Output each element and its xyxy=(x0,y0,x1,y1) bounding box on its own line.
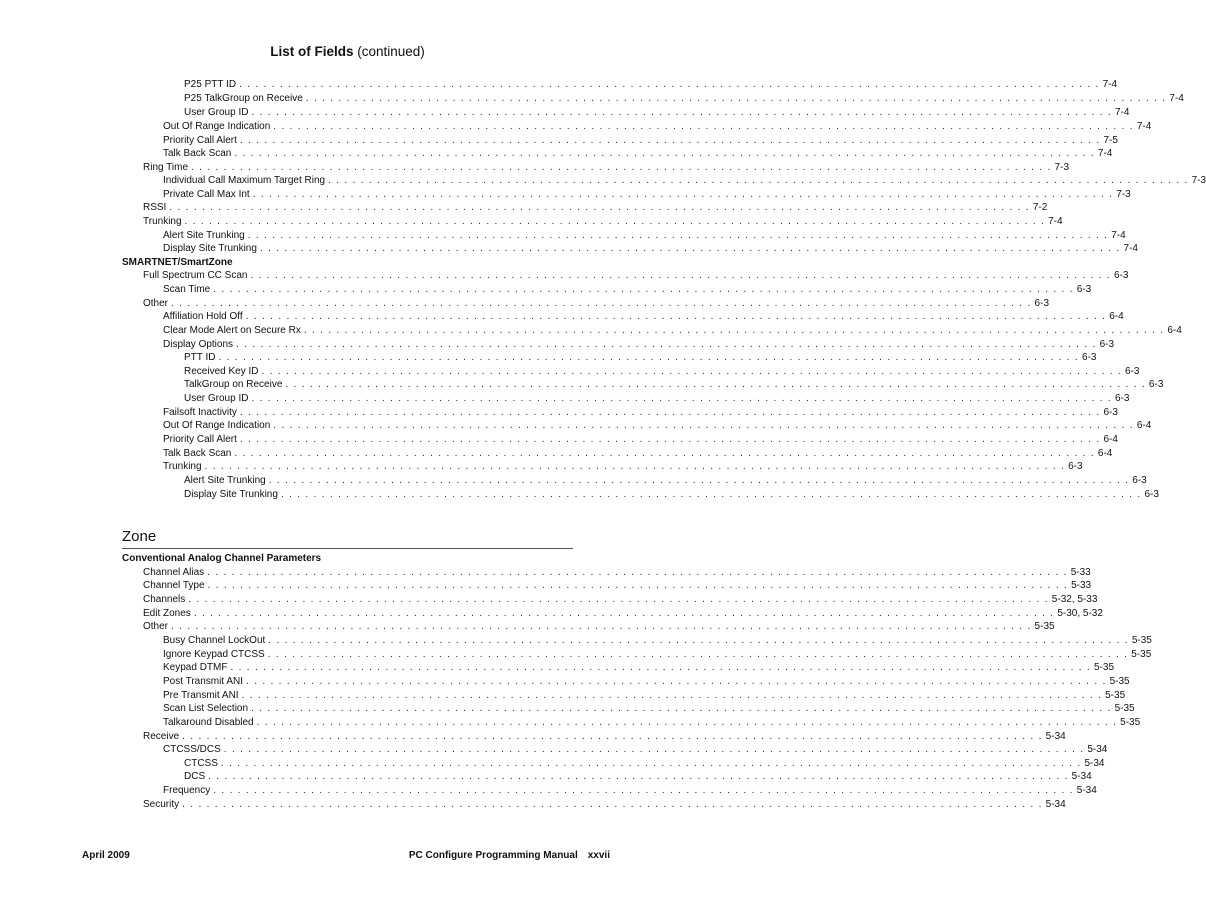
dot-leader: . . . . . . . . . . . . . . . . . . . . . . . . . . . . . . . . . . . . . . . . . . . . . . . . . . . . . . . . . . . . . . . . . . . . . . . . . . . . . . . . . . . . . . . . . . . . . . . . . . . . . . . . . . xyxy=(234,148,1095,159)
entry-page: 7-3 xyxy=(1054,162,1069,173)
entry-page: 5-34 xyxy=(1076,785,1097,796)
dot-leader: . . . . . . . . . . . . . . . . . . . . . . . . . . . . . . . . . . . . . . . . . . . . . . . . . . . . . . . . . . . . . . . . . . . . . . . . . . . . . . . . . . . . . . . . . . . . . . . . . . . . . . . . . . xyxy=(256,717,1118,728)
entry-page: 6-3 xyxy=(1144,489,1159,500)
entry-label: Channels xyxy=(143,594,186,605)
dot-leader: . . . . . . . . . . . . . . . . . . . . . . . . . . . . . . . . . . . . . . . . . . . . . . . . . . . . . . . . . . . . . . . . . . . . . . . . . . . . . . . . . . . . . . . . . . . . . . . . . . . . . . . . . . xyxy=(230,662,1091,673)
index-entry xyxy=(163,310,1124,323)
entry-label: Affiliation Hold Off xyxy=(163,311,243,322)
dot-leader: . . . . . . . . . . . . . . . . . . . . . . . . . . . . . . . . . . . . . . . . . . . . . . . . . . . . . . . . . . . . . . . . . . . . . . . . . . . . . . . . . . . . . . . . . . . . . . . . . . . . . . . . . . xyxy=(251,703,1112,714)
entry-label: Full Spectrum CC Scan xyxy=(143,270,248,281)
index-entry xyxy=(163,147,1113,160)
entry-page: 6-3 xyxy=(1034,298,1049,309)
entry-label: Other xyxy=(143,621,169,632)
index-entry xyxy=(163,324,1182,337)
index-entry xyxy=(163,188,1131,201)
entry-label: Security xyxy=(143,799,180,810)
dot-leader: . . . . . . . . . . . . . . . . . . . . . . . . . . . . . . . . . . . . . . . . . . . . . . . . . . . . . . . . . . . . . . . . . . . . . . . . . . . . . . . . . . . . . . . . . . . . . . . . . . . . . . . . . . xyxy=(236,339,1097,350)
entry-page: 6-3 xyxy=(1115,393,1130,404)
entry-page: 6-3 xyxy=(1082,352,1097,363)
dot-leader: . . . . . . . . . . . . . . . . . . . . . . . . . . . . . . . . . . . . . . . . . . . . . . . . . . . . . . . . . . . . . . . . . . . . . . . . . . . . . . . . . . . . . . . . . . . . . . . . . . . . . . . . . . xyxy=(245,311,1107,322)
entry-page: 7-4 xyxy=(1048,216,1063,227)
entry-label: Busy Channel LockOut xyxy=(163,635,266,646)
entry-label: Trunking xyxy=(163,461,202,472)
entry-label: Display Site Trunking xyxy=(163,243,257,254)
index-entry xyxy=(163,675,1130,688)
entry-label: Priority Call Alert xyxy=(163,135,237,146)
entry-page: 7-4 xyxy=(1115,107,1130,118)
entry-label: Pre Transmit ANI xyxy=(163,690,239,701)
dot-leader: . . . . . . . . . . . . . . . . . . . . . . . . . . . . . . . . . . . . . . . . . . . . . . . . . . . . . . . . . . . . . . . . . . . . . . . . . . . . . . . . . . . . . . . . . . . . . . . . . . . . . . . . . . xyxy=(234,448,1095,459)
index-entry xyxy=(184,488,1159,501)
index-entry xyxy=(143,215,1063,228)
dot-leader: . . . . . . . . . . . . . . . . . . . . . . . . . . . . . . . . . . . . . . . . . . . . . . . . . . . . . . . . . . . . . . . . . . . . . . . . . . . . . . . . . . . . . . . . . . . . . . . . . . . . . . . . . . xyxy=(250,270,1112,281)
entry-page: 7-4 xyxy=(1169,93,1184,104)
entry-page: 7-5 xyxy=(1103,135,1118,146)
entry-label: P25 PTT ID xyxy=(184,79,237,90)
index-entry xyxy=(143,161,1069,174)
dot-leader: . . . . . . . . . . . . . . . . . . . . . . . . . . . . . . . . . . . . . . . . . . . . . . . . . . . . . . . . . . . . . . . . . . . . . . . . . . . . . . . . . . . . . . . . . . . . . . . . . . . . . . . . . . xyxy=(208,771,1069,782)
index-entry xyxy=(163,120,1152,133)
entry-page: 7-3 xyxy=(1191,175,1206,186)
entry-page: 5-34 xyxy=(1045,799,1066,810)
entry-page: 7-4 xyxy=(1136,121,1152,132)
smartnet-heading: SMARTNET/SmartZone xyxy=(122,257,233,268)
entry-page: 6-4 xyxy=(1109,311,1124,322)
entry-label: Talk Back Scan xyxy=(163,448,232,459)
index-entry xyxy=(184,106,1130,119)
zone-divider xyxy=(122,548,573,549)
index-entry xyxy=(184,92,1184,105)
entry-label: Failsoft Inactivity xyxy=(163,407,237,418)
index-entry xyxy=(184,365,1140,378)
entry-page: 7-4 xyxy=(1102,79,1118,90)
dot-leader: . . . . . . . . . . . . . . . . . . . . . . . . . . . . . . . . . . . . . . . . . . . . . . . . . . . . . . . . . . . . . . . . . . . . . . . . . . . . . . . . . . . . . . . . . . . . . . . . . . . . . . . . . . xyxy=(171,298,1032,309)
page-title xyxy=(0,44,695,59)
entry-page: 7-3 xyxy=(1116,189,1131,200)
entry-label: PTT ID xyxy=(184,352,216,363)
entry-label: Display Options xyxy=(163,339,234,350)
index-entry xyxy=(143,798,1066,811)
entry-page: 5-35 xyxy=(1131,635,1152,646)
dot-leader: . . . . . . . . . . . . . . . . . . . . . . . . . . . . . . . . . . . . . . . . . . . . . . . . . . . . . . . . . . . . . . . . . . . . . . . . . . . . . . . . . . . . . . . . . . . . . . . . . . . . . . . . . . xyxy=(251,393,1112,404)
dot-leader: . . . . . . . . . . . . . . . . . . . . . . . . . . . . . . . . . . . . . . . . . . . . . . . . . . . . . . . . . . . . . . . . . . . . . . . . . . . . . . . . . . . . . . . . . . . . . . . . . . . . . . . . . . xyxy=(241,690,1103,701)
entry-label: Talkaround Disabled xyxy=(163,717,254,728)
page-title-text: List of Fields xyxy=(270,44,354,59)
dot-leader: . . . . . . . . . . . . . . . . . . . . . . . . . . . . . . . . . . . . . . . . . . . . . . . . . . . . . . . . . . . . . . . . . . . . . . . . . . . . . . . . . . . . . . . . . . . . . . . . . . . . . . . . . . xyxy=(184,216,1046,227)
entry-page: 5-34 xyxy=(1071,771,1092,782)
index-entry xyxy=(163,174,1206,187)
entry-page: 5-35 xyxy=(1131,649,1152,660)
index-entry xyxy=(143,730,1066,743)
index-entry xyxy=(163,648,1152,661)
entry-page: 5-35 xyxy=(1109,676,1130,687)
dot-leader: . . . . . . . . . . . . . . . . . . . . . . . . . . . . . . . . . . . . . . . . . . . . . . . . . . . . . . . . . . . . . . . . . . . . . . . . . . . . . . . . . . . . . . . . . . . . . . . . . . . . . . . . . . xyxy=(220,758,1082,769)
entry-page: 5-35 xyxy=(1114,703,1135,714)
index-entry xyxy=(163,406,1118,419)
dot-leader: . . . . . . . . . . . . . . . . . . . . . . . . . . . . . . . . . . . . . . . . . . . . . . . . . . . . . . . . . . . . . . . . . . . . . . . . . . . . . . . . . . . . . . . . . . . . . . . . . . . . . . . . . . xyxy=(213,284,1074,295)
dot-leader: . . . . . . . . . . . . . . . . . . . . . . . . . . . . . . . . . . . . . . . . . . . . . . . . . . . . . . . . . . . . . . . . . . . . . . . . . . . . . . . . . . . . . . . . . . . . . . . . . . . . . . . . . . xyxy=(171,621,1032,632)
dot-leader: . . . . . . . . . . . . . . . . . . . . . . . . . . . . . . . . . . . . . . . . . . . . . . . . . . . . . . . . . . . . . . . . . . . . . . . . . . . . . . . . . . . . . . . . . . . . . . . . . . . . . . . . . . xyxy=(188,594,1049,605)
entry-label: Scan List Selection xyxy=(163,703,249,714)
index-entry xyxy=(163,689,1126,702)
entry-label: Channel Type xyxy=(143,580,205,591)
index-entry xyxy=(163,743,1108,756)
dot-leader: . . . . . . . . . . . . . . . . . . . . . . . . . . . . . . . . . . . . . . . . . . . . . . . . . . . . . . . . . . . . . . . . . . . . . . . . . . . . . . . . . . . . . . . . . . . . . . . . . . . . . . . . . . xyxy=(213,785,1074,796)
index-entry xyxy=(184,474,1147,487)
index-entry xyxy=(163,433,1118,446)
dot-leader: . . . . . . . . . . . . . . . . . . . . . . . . . . . . . . . . . . . . . . . . . . . . . . . . . . . . . . . . . . . . . . . . . . . . . . . . . . . . . . . . . . . . . . . . . . . . . . . . . . . . . . . . . . xyxy=(268,635,1129,646)
entry-page: 6-4 xyxy=(1097,448,1113,459)
dot-leader: . . . . . . . . . . . . . . . . . . . . . . . . . . . . . . . . . . . . . . . . . . . . . . . . . . . . . . . . . . . . . . . . . . . . . . . . . . . . . . . . . . . . . . . . . . . . . . . . . . . . . . . . . . xyxy=(268,475,1130,486)
index-entry xyxy=(143,566,1091,579)
entry-page: 5-34 xyxy=(1045,731,1066,742)
dot-leader: . . . . . . . . . . . . . . . . . . . . . . . . . . . . . . . . . . . . . . . . . . . . . . . . . . . . . . . . . . . . . . . . . . . . . . . . . . . . . . . . . . . . . . . . . . . . . . . . . . . . . . . . . . xyxy=(252,189,1114,200)
entry-page: 6-3 xyxy=(1132,475,1147,486)
entry-label: Trunking xyxy=(143,216,182,227)
entry-label: P25 TalkGroup on Receive xyxy=(184,93,303,104)
entry-label: Post Transmit ANI xyxy=(163,676,244,687)
entry-label: Ignore Keypad CTCSS xyxy=(163,649,265,660)
index-entry xyxy=(163,229,1126,242)
index-entry xyxy=(163,702,1135,715)
entry-label: Ring Time xyxy=(143,162,189,173)
entry-label: Out Of Range Indication xyxy=(163,420,271,431)
entry-label: Received Key ID xyxy=(184,366,259,377)
dot-leader: . . . . . . . . . . . . . . . . . . . . . . . . . . . . . . . . . . . . . . . . . . . . . . . . . . . . . . . . . . . . . . . . . . . . . . . . . . . . . . . . . . . . . . . . . . . . . . . . . . . . . . . . . . xyxy=(280,489,1142,500)
entry-page: 6-4 xyxy=(1103,434,1118,445)
entry-label: Edit Zones xyxy=(143,608,191,619)
index-entry xyxy=(184,378,1164,391)
index-entry xyxy=(184,351,1097,364)
entry-page: 7-4 xyxy=(1111,230,1126,241)
entry-page: 6-3 xyxy=(1068,461,1083,472)
index-entry xyxy=(143,269,1129,282)
entry-label: CTCSS xyxy=(184,758,218,769)
footer-manual-title: PC Configure Programming Manual xyxy=(408,850,578,861)
index-entry xyxy=(163,242,1138,255)
entry-page: 6-3 xyxy=(1148,379,1164,390)
entry-page: 6-3 xyxy=(1125,366,1140,377)
dot-leader: . . . . . . . . . . . . . . . . . . . . . . . . . . . . . . . . . . . . . . . . . . . . . . . . . . . . . . . . . . . . . . . . . . . . . . . . . . . . . . . . . . . . . . . . . . . . . . . . . . . . . . . . . . xyxy=(207,580,1069,591)
index-entry xyxy=(163,283,1092,296)
index-entry xyxy=(143,607,1103,620)
zone-subheading: Conventional Analog Channel Parameters xyxy=(122,553,322,564)
entry-page: 6-3 xyxy=(1103,407,1118,418)
dot-leader: . . . . . . . . . . . . . . . . . . . . . . . . . . . . . . . . . . . . . . . . . . . . . . . . . . . . . . . . . . . . . . . . . . . . . . . . . . . . . . . . . . . . . . . . . . . . . . . . . . . . . . . . . . xyxy=(246,676,1107,687)
entry-page: 5-30, 5-32 xyxy=(1057,608,1103,619)
entry-label: Alert Site Trunking xyxy=(163,230,245,241)
entry-label: Channel Alias xyxy=(143,567,205,578)
entry-page: 5-35 xyxy=(1120,717,1141,728)
entry-label: User Group ID xyxy=(184,393,249,404)
entry-page: 5-35 xyxy=(1034,621,1055,632)
dot-leader: . . . . . . . . . . . . . . . . . . . . . . . . . . . . . . . . . . . . . . . . . . . . . . . . . . . . . . . . . . . . . . . . . . . . . . . . . . . . . . . . . . . . . . . . . . . . . . . . . . . . . . . . . . xyxy=(218,352,1080,363)
entry-page: 5-34 xyxy=(1087,744,1108,755)
dot-leader: . . . . . . . . . . . . . . . . . . . . . . . . . . . . . . . . . . . . . . . . . . . . . . . . . . . . . . . . . . . . . . . . . . . . . . . . . . . . . . . . . . . . . . . . . . . . . . . . . . . . . . . . . . xyxy=(251,107,1112,118)
entry-page: 5-34 xyxy=(1084,758,1105,769)
footer-date: April 2009 xyxy=(82,850,130,861)
entry-page: 5-35 xyxy=(1105,690,1126,701)
entry-label: CTCSS/DCS xyxy=(163,744,221,755)
dot-leader: . . . . . . . . . . . . . . . . . . . . . . . . . . . . . . . . . . . . . . . . . . . . . . . . . . . . . . . . . . . . . . . . . . . . . . . . . . . . . . . . . . . . . . . . . . . . . . . . . . . . . . . . . . xyxy=(239,135,1101,146)
entry-page: 6-3 xyxy=(1076,284,1092,295)
entry-page: 7-4 xyxy=(1123,243,1138,254)
entry-page: 7-2 xyxy=(1032,202,1048,213)
dot-leader: . . . . . . . . . . . . . . . . . . . . . . . . . . . . . . . . . . . . . . . . . . . . . . . . . . . . . . . . . . . . . . . . . . . . . . . . . . . . . . . . . . . . . . . . . . . . . . . . . . . . . . . . . . xyxy=(239,407,1101,418)
entry-page: 6-3 xyxy=(1099,339,1115,350)
index-entry xyxy=(184,770,1092,783)
dot-leader: . . . . . . . . . . . . . . . . . . . . . . . . . . . . . . . . . . . . . . . . . . . . . . . . . . . . . . . . . . . . . . . . . . . . . . . . . . . . . . . . . . . . . . . . . . . . . . . . . . . . . . . . . . xyxy=(191,162,1052,173)
index-entry xyxy=(163,338,1115,351)
entry-label: Frequency xyxy=(163,785,211,796)
dot-leader: . . . . . . . . . . . . . . . . . . . . . . . . . . . . . . . . . . . . . . . . . . . . . . . . . . . . . . . . . . . . . . . . . . . . . . . . . . . . . . . . . . . . . . . . . . . . . . . . . . . . . . . . . . xyxy=(273,420,1134,431)
dot-leader: . . . . . . . . . . . . . . . . . . . . . . . . . . . . . . . . . . . . . . . . . . . . . . . . . . . . . . . . . . . . . . . . . . . . . . . . . . . . . . . . . . . . . . . . . . . . . . . . . . . . . . . . . . xyxy=(239,79,1100,90)
index-entry xyxy=(163,784,1097,797)
entry-page: 6-4 xyxy=(1167,325,1182,336)
dot-leader: . . . . . . . . . . . . . . . . . . . . . . . . . . . . . . . . . . . . . . . . . . . . . . . . . . . . . . . . . . . . . . . . . . . . . . . . . . . . . . . . . . . . . . . . . . . . . . . . . . . . . . . . . . xyxy=(285,379,1146,390)
entry-page: 7-4 xyxy=(1097,148,1113,159)
entry-label: DCS xyxy=(184,771,206,782)
index-entry xyxy=(143,297,1049,310)
entry-label: Receive xyxy=(143,731,180,742)
entry-label: Clear Mode Alert on Secure Rx xyxy=(163,325,301,336)
entry-label: Alert Site Trunking xyxy=(184,475,266,486)
entry-label: Keypad DTMF xyxy=(163,662,228,673)
index-entry xyxy=(163,716,1141,729)
entry-label: Display Site Trunking xyxy=(184,489,278,500)
dot-leader: . . . . . . . . . . . . . . . . . . . . . . . . . . . . . . . . . . . . . . . . . . . . . . . . . . . . . . . . . . . . . . . . . . . . . . . . . . . . . . . . . . . . . . . . . . . . . . . . . . . . . . . . . . xyxy=(273,121,1134,132)
entry-page: 5-33 xyxy=(1070,567,1091,578)
entry-label: Out Of Range Indication xyxy=(163,121,271,132)
dot-leader: . . . . . . . . . . . . . . . . . . . . . . . . . . . . . . . . . . . . . . . . . . . . . . . . . . . . . . . . . . . . . . . . . . . . . . . . . . . . . . . . . . . . . . . . . . . . . . . . . . . . . . . . . . xyxy=(261,366,1123,377)
dot-leader: . . . . . . . . . . . . . . . . . . . . . . . . . . . . . . . . . . . . . . . . . . . . . . . . . . . . . . . . . . . . . . . . . . . . . . . . . . . . . . . . . . . . . . . . . . . . . . . . . . . . . . . . . . xyxy=(303,325,1165,336)
entry-page: 5-32, 5-33 xyxy=(1051,594,1098,605)
entry-page: 5-33 xyxy=(1071,580,1092,591)
entry-label: Individual Call Maximum Target Ring xyxy=(163,175,326,186)
entry-page: 5-35 xyxy=(1094,662,1115,673)
footer-page-number: xxvii xyxy=(587,850,610,861)
index-entry xyxy=(163,661,1115,674)
index-entry xyxy=(163,419,1152,432)
entry-label: User Group ID xyxy=(184,107,249,118)
index-entry xyxy=(163,460,1083,473)
index-entry xyxy=(184,78,1118,91)
index-entry xyxy=(184,392,1130,405)
index-entry xyxy=(163,134,1118,147)
entry-label: Scan Time xyxy=(163,284,211,295)
dot-leader: . . . . . . . . . . . . . . . . . . . . . . . . . . . . . . . . . . . . . . . . . . . . . . . . . . . . . . . . . . . . . . . . . . . . . . . . . . . . . . . . . . . . . . . . . . . . . . . . . . . . . . . . . . xyxy=(169,202,1030,213)
index-entry xyxy=(143,593,1098,606)
dot-leader: . . . . . . . . . . . . . . . . . . . . . . . . . . . . . . . . . . . . . . . . . . . . . . . . . . . . . . . . . . . . . . . . . . . . . . . . . . . . . . . . . . . . . . . . . . . . . . . . . . . . . . . . . . xyxy=(328,175,1189,186)
entry-label: Talk Back Scan xyxy=(163,148,232,159)
dot-leader: . . . . . . . . . . . . . . . . . . . . . . . . . . . . . . . . . . . . . . . . . . . . . . . . . . . . . . . . . . . . . . . . . . . . . . . . . . . . . . . . . . . . . . . . . . . . . . . . . . . . . . . . . . xyxy=(223,744,1085,755)
entry-label: TalkGroup on Receive xyxy=(184,379,283,390)
index-entry xyxy=(163,634,1152,647)
index-entry xyxy=(143,201,1048,214)
dot-leader: . . . . . . . . . . . . . . . . . . . . . . . . . . . . . . . . . . . . . . . . . . . . . . . . . . . . . . . . . . . . . . . . . . . . . . . . . . . . . . . . . . . . . . . . . . . . . . . . . . . . . . . . . . xyxy=(267,649,1129,660)
index-entry xyxy=(143,620,1055,633)
entry-label: RSSI xyxy=(143,202,167,213)
entry-label: Other xyxy=(143,298,169,309)
entry-page: 6-3 xyxy=(1114,270,1129,281)
dot-leader: . . . . . . . . . . . . . . . . . . . . . . . . . . . . . . . . . . . . . . . . . . . . . . . . . . . . . . . . . . . . . . . . . . . . . . . . . . . . . . . . . . . . . . . . . . . . . . . . . . . . . . . . . . xyxy=(247,230,1109,241)
entry-page: 6-4 xyxy=(1136,420,1152,431)
dot-leader: . . . . . . . . . . . . . . . . . . . . . . . . . . . . . . . . . . . . . . . . . . . . . . . . . . . . . . . . . . . . . . . . . . . . . . . . . . . . . . . . . . . . . . . . . . . . . . . . . . . . . . . . . . xyxy=(207,567,1068,578)
index-entry xyxy=(143,579,1092,592)
entry-label: Priority Call Alert xyxy=(163,434,237,445)
dot-leader: . . . . . . . . . . . . . . . . . . . . . . . . . . . . . . . . . . . . . . . . . . . . . . . . . . . . . . . . . . . . . . . . . . . . . . . . . . . . . . . . . . . . . . . . . . . . . . . . . . . . . . . . . . xyxy=(182,731,1043,742)
dot-leader: . . . . . . . . . . . . . . . . . . . . . . . . . . . . . . . . . . . . . . . . . . . . . . . . . . . . . . . . . . . . . . . . . . . . . . . . . . . . . . . . . . . . . . . . . . . . . . . . . . . . . . . . . . xyxy=(259,243,1121,254)
index-entry xyxy=(184,757,1105,770)
entry-label: Private Call Max Int xyxy=(163,189,250,200)
footer-manual xyxy=(409,850,610,861)
dot-leader: . . . . . . . . . . . . . . . . . . . . . . . . . . . . . . . . . . . . . . . . . . . . . . . . . . . . . . . . . . . . . . . . . . . . . . . . . . . . . . . . . . . . . . . . . . . . . . . . . . . . . . . . . . xyxy=(239,434,1101,445)
dot-leader: . . . . . . . . . . . . . . . . . . . . . . . . . . . . . . . . . . . . . . . . . . . . . . . . . . . . . . . . . . . . . . . . . . . . . . . . . . . . . . . . . . . . . . . . . . . . . . . . . . . . . . . . . . xyxy=(182,799,1043,810)
dot-leader: . . . . . . . . . . . . . . . . . . . . . . . . . . . . . . . . . . . . . . . . . . . . . . . . . . . . . . . . . . . . . . . . . . . . . . . . . . . . . . . . . . . . . . . . . . . . . . . . . . . . . . . . . . xyxy=(193,608,1055,619)
zone-section-title: Zone xyxy=(122,528,157,545)
page-title-continued: (continued) xyxy=(357,44,425,59)
dot-leader: . . . . . . . . . . . . . . . . . . . . . . . . . . . . . . . . . . . . . . . . . . . . . . . . . . . . . . . . . . . . . . . . . . . . . . . . . . . . . . . . . . . . . . . . . . . . . . . . . . . . . . . . . . xyxy=(305,93,1167,104)
dot-leader: . . . . . . . . . . . . . . . . . . . . . . . . . . . . . . . . . . . . . . . . . . . . . . . . . . . . . . . . . . . . . . . . . . . . . . . . . . . . . . . . . . . . . . . . . . . . . . . . . . . . . . . . . . xyxy=(204,461,1066,472)
index-entry xyxy=(163,447,1113,460)
